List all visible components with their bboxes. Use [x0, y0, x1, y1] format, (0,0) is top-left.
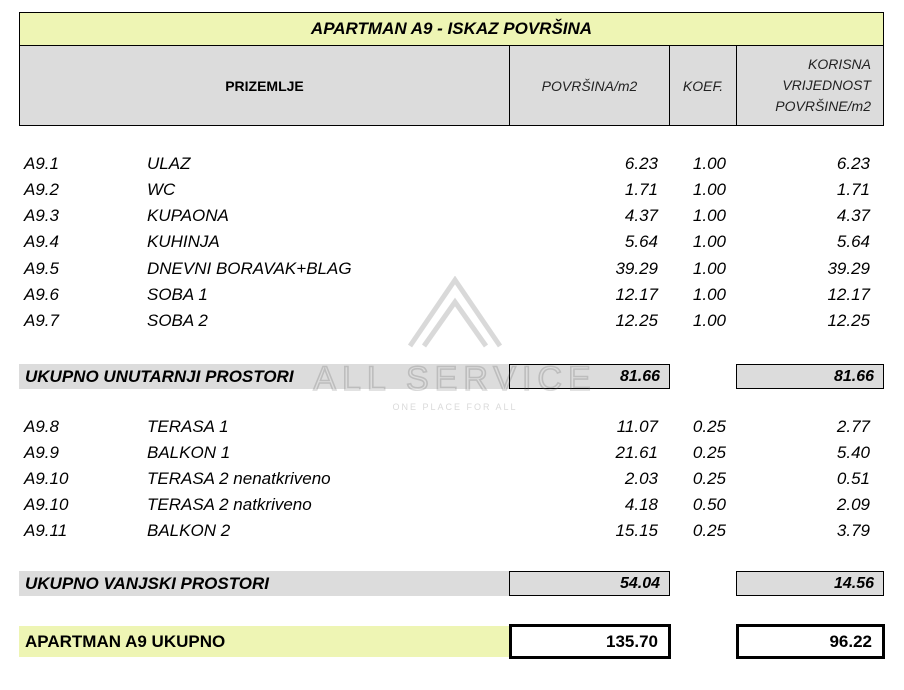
room-name: DNEVNI BORAVAK+BLAG [147, 259, 352, 278]
room-coef: 0.50 [692, 495, 726, 514]
header-coef: KOEF. [669, 45, 737, 126]
room-id: A9.9 [24, 443, 59, 462]
room-area: 39.29 [615, 259, 658, 278]
table-title: APARTMAN A9 - ISKAZ POVRŠINA [19, 12, 884, 46]
grand-total-useful: 96.22 [736, 624, 885, 659]
room-useful: 6.23 [836, 154, 870, 173]
room-area: 2.03 [624, 469, 658, 488]
room-area: 4.18 [624, 495, 658, 514]
room-area: 12.17 [615, 285, 658, 304]
room-useful: 1.71 [836, 180, 870, 199]
room-id: A9.1 [24, 154, 59, 173]
room-useful: 2.77 [836, 417, 870, 436]
table-row [0, 229, 904, 255]
interior-total-area: 81.66 [509, 364, 670, 389]
room-name: TERASA 2 natkriveno [147, 495, 312, 514]
header-area: POVRŠINA/m2 [509, 45, 670, 126]
room-name: BALKON 1 [147, 443, 231, 462]
watermark-brand: ALL SERVICE [313, 360, 597, 398]
room-useful: 2.09 [836, 495, 870, 514]
room-name: WC [147, 180, 176, 199]
room-useful: 39.29 [827, 259, 870, 278]
room-coef: 0.25 [692, 469, 726, 488]
room-useful: 5.64 [836, 232, 870, 251]
room-coef: 1.00 [692, 311, 726, 330]
table-row [0, 177, 904, 203]
room-id: A9.7 [24, 311, 59, 330]
table-row [0, 256, 904, 282]
room-useful: 3.79 [836, 521, 870, 540]
table-row [0, 518, 904, 544]
room-coef: 1.00 [692, 285, 726, 304]
room-name: KUHINJA [147, 232, 220, 251]
header-section: PRIZEMLJE [19, 45, 510, 126]
exterior-total-gap [670, 571, 736, 596]
room-useful: 5.40 [836, 443, 870, 462]
room-useful: 12.25 [827, 311, 870, 330]
header-useful-line1: KORISNA [807, 56, 871, 72]
room-name: TERASA 1 [147, 417, 229, 436]
table-row [0, 282, 904, 308]
room-name: SOBA 2 [147, 311, 208, 330]
room-id: A9.11 [24, 521, 68, 540]
room-id: A9.2 [24, 180, 59, 199]
table-row [0, 203, 904, 229]
room-useful: 4.37 [836, 206, 870, 225]
room-area: 5.64 [624, 232, 658, 251]
room-coef: 1.00 [692, 180, 726, 199]
exterior-total-useful: 14.56 [736, 571, 884, 596]
room-name: TERASA 2 nenatkriveno [147, 469, 331, 488]
interior-total-gap [670, 364, 736, 389]
room-name: BALKON 2 [147, 521, 231, 540]
room-coef: 1.00 [692, 232, 726, 251]
table-row [0, 440, 904, 466]
table-row [0, 308, 904, 334]
room-coef: 0.25 [692, 443, 726, 462]
room-area: 12.25 [615, 311, 658, 330]
room-id: A9.3 [24, 206, 59, 225]
interior-total-label: UKUPNO UNUTARNJI PROSTORI [19, 364, 510, 389]
room-coef: 0.25 [692, 417, 726, 436]
room-area: 4.37 [624, 206, 658, 225]
interior-total-useful: 81.66 [736, 364, 884, 389]
room-id: A9.8 [24, 417, 59, 436]
room-area: 6.23 [624, 154, 658, 173]
room-coef: 1.00 [692, 259, 726, 278]
room-id: A9.5 [24, 259, 59, 278]
grand-total-label: APARTMAN A9 UKUPNO [19, 626, 510, 657]
room-id: A9.10 [24, 495, 69, 514]
room-id: A9.10 [24, 469, 69, 488]
room-area: 11.07 [616, 417, 658, 436]
room-useful: 12.17 [827, 285, 870, 304]
header-useful-line2: VRIJEDNOST [782, 77, 871, 93]
table-row [0, 414, 904, 440]
exterior-total-area: 54.04 [509, 571, 670, 596]
table-row [0, 466, 904, 492]
room-coef: 0.25 [692, 521, 726, 540]
table-row [0, 151, 904, 177]
table-row [0, 492, 904, 518]
room-useful: 0.51 [836, 469, 870, 488]
room-area: 15.15 [615, 521, 658, 540]
room-name: ULAZ [147, 154, 191, 173]
room-id: A9.4 [24, 232, 59, 251]
header-useful [736, 45, 884, 126]
room-coef: 1.00 [692, 206, 726, 225]
grand-total-area: 135.70 [509, 624, 671, 659]
room-name: SOBA 1 [147, 285, 208, 304]
exterior-total-label: UKUPNO VANJSKI PROSTORI [19, 571, 510, 596]
room-area: 21.61 [615, 443, 658, 462]
watermark-tagline: ONE PLACE FOR ALL [392, 402, 518, 412]
room-id: A9.6 [24, 285, 59, 304]
room-area: 1.71 [624, 180, 658, 199]
room-coef: 1.00 [692, 154, 726, 173]
header-useful-line3: POVRŠINE/m2 [775, 98, 871, 114]
room-name: KUPAONA [147, 206, 229, 225]
